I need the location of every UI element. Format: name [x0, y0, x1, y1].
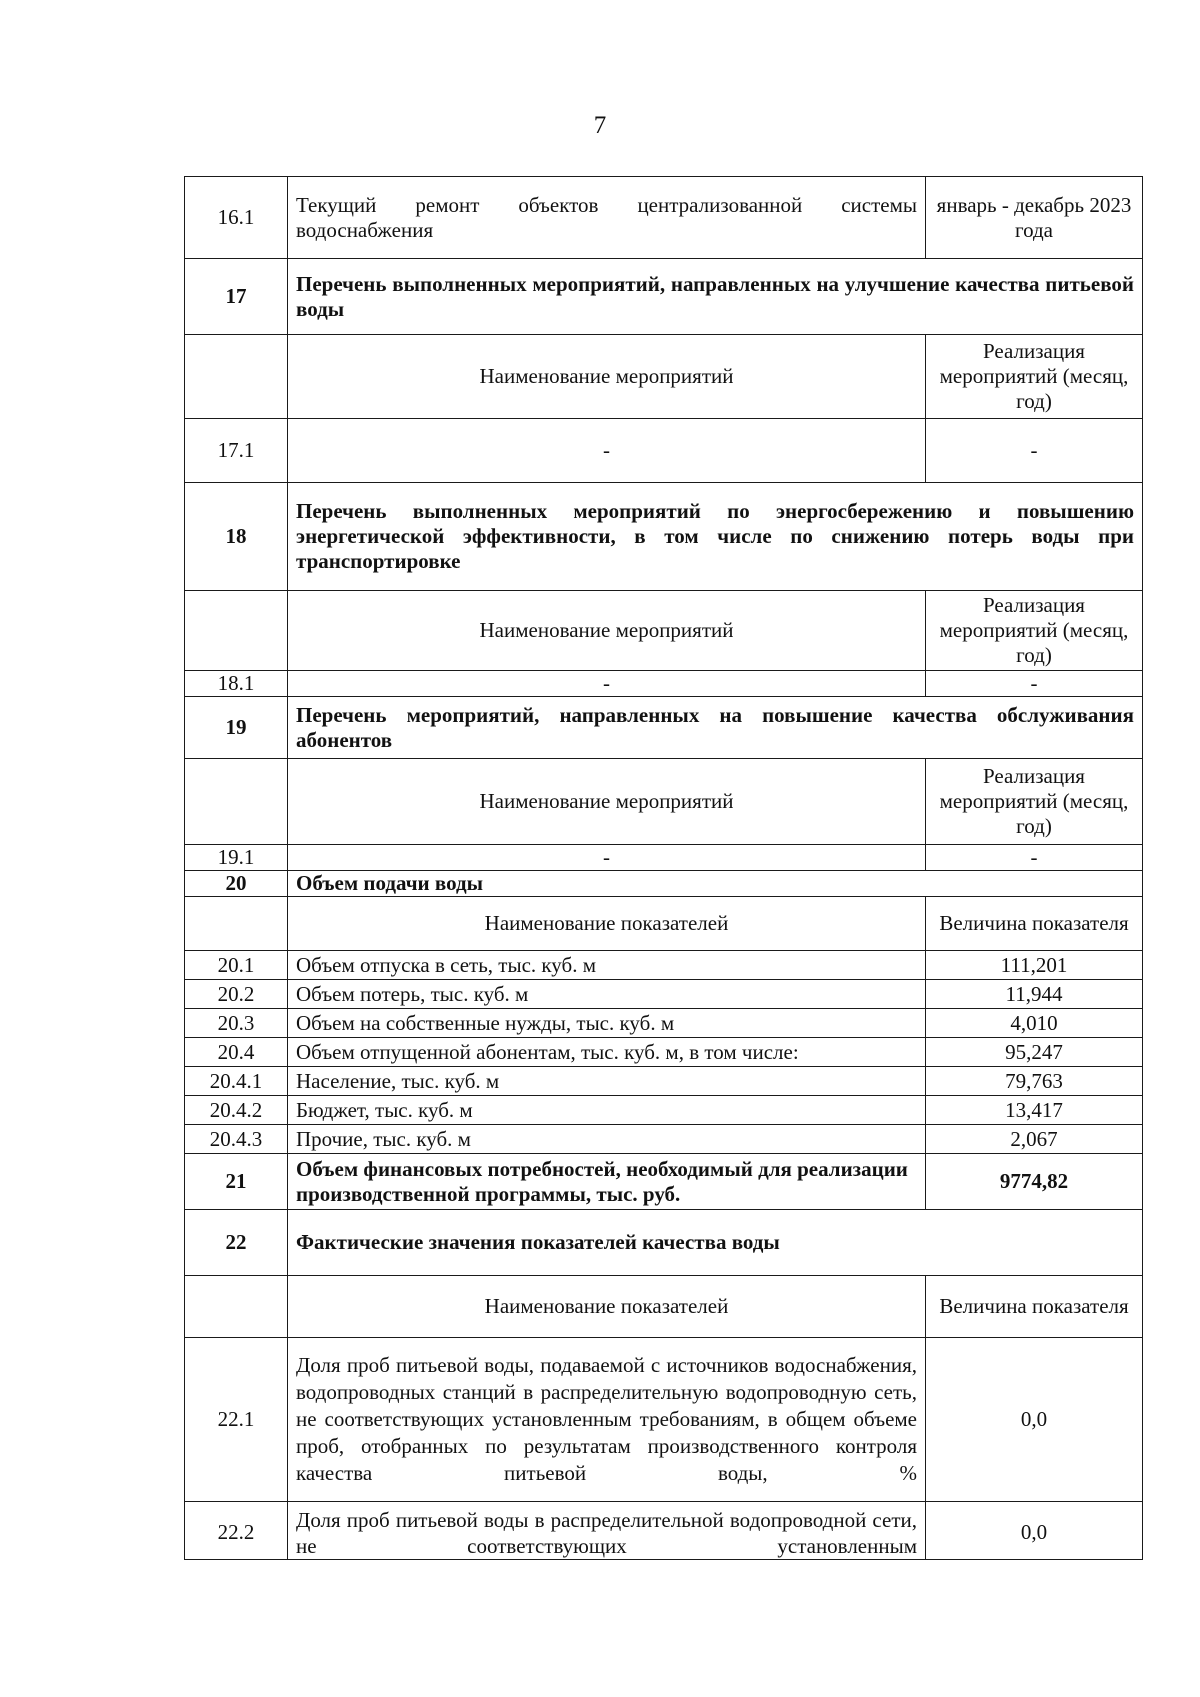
row-number: 20.3: [185, 1009, 288, 1038]
empty-cell: [185, 335, 288, 419]
row-number: 20.4.2: [185, 1096, 288, 1125]
row-text: Объем потерь, тыс. куб. м: [288, 980, 926, 1009]
section-header-row: [185, 259, 1143, 335]
section-title: Фактические значения показателей качества воды: [288, 1210, 1143, 1276]
column-header-name: Наименование мероприятий: [288, 335, 926, 419]
row-number: 19.1: [185, 845, 288, 871]
row-number: 20.4.1: [185, 1067, 288, 1096]
table-row: [185, 1067, 1143, 1096]
column-header-value: Реализация мероприятий (месяц, год): [926, 591, 1143, 671]
row-number: 18.1: [185, 671, 288, 697]
column-header-row: [185, 1276, 1143, 1338]
row-number: 20.4.3: [185, 1125, 288, 1154]
column-header-value: Величина показателя: [926, 1276, 1143, 1338]
row-text: Доля проб питьевой воды, подаваемой с источников водоснабжения, водопроводных станций в распределительную водопроводную сеть, не соответствующих установленным требованиям, в общем объеме проб, отобранных по результатам производственного контроля качества питьевой воды, %: [288, 1338, 926, 1502]
column-header-value: Реализация мероприятий (месяц, год): [926, 335, 1143, 419]
row-number: 20.1: [185, 951, 288, 980]
row-value: 111,201: [926, 951, 1143, 980]
row-value: 9774,82: [926, 1154, 1143, 1210]
row-number: 20.4: [185, 1038, 288, 1067]
section-number: 17: [185, 259, 288, 335]
row-number: 17.1: [185, 419, 288, 483]
table-row: [185, 1154, 1143, 1210]
column-header-row: [185, 897, 1143, 951]
row-value: -: [926, 671, 1143, 697]
section-header-row: [185, 1210, 1143, 1276]
column-header-row: [185, 335, 1143, 419]
empty-cell: [185, 1276, 288, 1338]
row-value: 2,067: [926, 1125, 1143, 1154]
row-text: -: [288, 419, 926, 483]
row-text: Объем финансовых потребностей, необходимый для реализации производственной программы, тыс. руб.: [288, 1154, 926, 1210]
row-value: 11,944: [926, 980, 1143, 1009]
row-value: январь - декабрь 2023 года: [926, 177, 1143, 259]
row-text: Текущий ремонт объектов централизованной системы водоснабжения: [288, 177, 926, 259]
row-value: -: [926, 419, 1143, 483]
row-value: 13,417: [926, 1096, 1143, 1125]
section-number: 19: [185, 697, 288, 759]
row-text: Доля проб питьевой воды в распределительной водопроводной сети, не соответствующих установленным: [288, 1502, 926, 1560]
section-header-row: [185, 871, 1143, 897]
column-header-row: [185, 591, 1143, 671]
table-row: [185, 980, 1143, 1009]
program-table: [184, 176, 1143, 1560]
row-text: Объем отпуска в сеть, тыс. куб. м: [288, 951, 926, 980]
row-number: 22.2: [185, 1502, 288, 1560]
row-value: -: [926, 845, 1143, 871]
row-number: 16.1: [185, 177, 288, 259]
table-row: [185, 1038, 1143, 1067]
row-text: Объем отпущенной абонентам, тыс. куб. м, в том числе:: [288, 1038, 926, 1067]
row-value: 0,0: [926, 1502, 1143, 1560]
column-header-name: Наименование показателей: [288, 897, 926, 951]
table-row: [185, 1125, 1143, 1154]
row-number: 20.2: [185, 980, 288, 1009]
table-row: [185, 1502, 1143, 1560]
table-row: [185, 1009, 1143, 1038]
table-row: [185, 1338, 1143, 1502]
row-number: 21: [185, 1154, 288, 1210]
column-header-row: [185, 759, 1143, 845]
column-header-name: Наименование мероприятий: [288, 591, 926, 671]
row-text: -: [288, 671, 926, 697]
table-row: [185, 951, 1143, 980]
column-header-name: Наименование мероприятий: [288, 759, 926, 845]
table-row: [185, 671, 1143, 697]
empty-cell: [185, 759, 288, 845]
section-header-row: [185, 483, 1143, 591]
page-number: 7: [593, 112, 607, 139]
column-header-value: Реализация мероприятий (месяц, год): [926, 759, 1143, 845]
section-title: Перечень выполненных мероприятий, направленных на улучшение качества питьевой воды: [288, 259, 1143, 335]
section-title: Перечень мероприятий, направленных на повышение качества обслуживания абонентов: [288, 697, 1143, 759]
table-row: [185, 845, 1143, 871]
row-text: Бюджет, тыс. куб. м: [288, 1096, 926, 1125]
row-value: 0,0: [926, 1338, 1143, 1502]
row-number: 22.1: [185, 1338, 288, 1502]
row-text: Население, тыс. куб. м: [288, 1067, 926, 1096]
row-value: 4,010: [926, 1009, 1143, 1038]
table-row: [185, 1096, 1143, 1125]
table-row: [185, 177, 1143, 259]
column-header-value: Величина показателя: [926, 897, 1143, 951]
row-text: Прочие, тыс. куб. м: [288, 1125, 926, 1154]
column-header-name: Наименование показателей: [288, 1276, 926, 1338]
table-row: [185, 419, 1143, 483]
section-title: Перечень выполненных мероприятий по энергосбережению и повышению энергетической эффективности, в том числе по снижению потерь воды при транспортировке: [288, 483, 1143, 591]
row-text: Объем на собственные нужды, тыс. куб. м: [288, 1009, 926, 1038]
section-header-row: [185, 697, 1143, 759]
section-title: Объем подачи воды: [288, 871, 1143, 897]
row-value: 95,247: [926, 1038, 1143, 1067]
row-text: -: [288, 845, 926, 871]
row-value: 79,763: [926, 1067, 1143, 1096]
empty-cell: [185, 897, 288, 951]
section-number: 18: [185, 483, 288, 591]
section-number: 20: [185, 871, 288, 897]
empty-cell: [185, 591, 288, 671]
section-number: 22: [185, 1210, 288, 1276]
